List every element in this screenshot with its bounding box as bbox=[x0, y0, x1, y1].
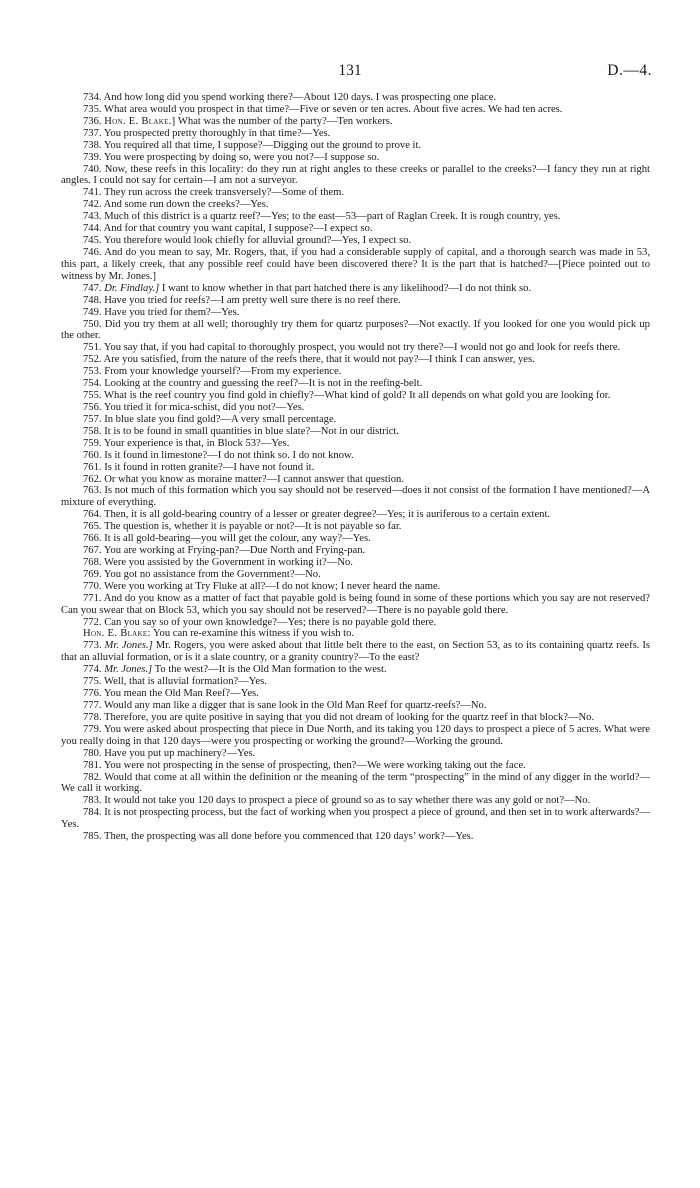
question-paragraph bbox=[61, 295, 650, 307]
question-number: 747. bbox=[83, 282, 102, 294]
question-number: 752. bbox=[83, 354, 102, 366]
question-text: I want to know whether in that part hatched there is any likelihood?—I do not think so. bbox=[159, 282, 532, 294]
question-number: 777. bbox=[83, 700, 102, 712]
question-paragraph bbox=[61, 223, 650, 235]
question-number: 756. bbox=[83, 401, 102, 413]
question-text: You can re-examine this witness if you wish to. bbox=[150, 628, 355, 640]
question-text: Is it found in limestone?—I do not think so. I do not know. bbox=[104, 449, 354, 461]
question-number: 751. bbox=[83, 342, 102, 354]
question-paragraph bbox=[61, 187, 650, 199]
question-text: Then, the prospecting was all done before you commenced that 120 days’ work?—Yes. bbox=[104, 831, 474, 843]
question-number: 763. bbox=[83, 485, 102, 497]
evidence-text bbox=[61, 92, 650, 843]
question-number: 737. bbox=[83, 127, 102, 139]
question-paragraph bbox=[61, 116, 650, 128]
question-text: And some run down the creeks?—Yes. bbox=[103, 199, 269, 211]
question-paragraph bbox=[61, 307, 650, 319]
speaker-name: Mr. Jones.] bbox=[104, 640, 153, 652]
question-paragraph bbox=[61, 581, 650, 593]
question-number: 769. bbox=[83, 568, 102, 580]
question-number: 735. bbox=[83, 103, 102, 115]
question-number: 783. bbox=[83, 795, 102, 807]
question-paragraph bbox=[61, 319, 650, 343]
question-paragraph bbox=[61, 628, 650, 640]
question-number: 774. bbox=[83, 664, 102, 676]
question-paragraph bbox=[61, 128, 650, 140]
question-text: It is not prospecting process, but the fact of working when you prospect a piece of ground, and then set in to work afterwards?—Yes. bbox=[61, 807, 650, 831]
question-text: The question is, whether it is payable or not?—It is not payable so far. bbox=[104, 521, 402, 533]
question-paragraph bbox=[61, 366, 650, 378]
question-number: 776. bbox=[83, 688, 102, 700]
question-paragraph bbox=[61, 664, 650, 676]
question-number: 772. bbox=[83, 616, 102, 628]
question-text: Your experience is that, in Block 53?—Yes. bbox=[103, 437, 290, 449]
question-text: Did you try them at all well; thoroughly try them for quartz purposes?—Not exactly. If you looked for one you would pick up the other. bbox=[61, 318, 650, 342]
question-text: You were asked about prospecting that piece in Due North, and its taking you 120 days to prospect a piece of 5 acres. What were you really doing in that 120 days—were you prospecting or working the ground?—Working the ground. bbox=[61, 723, 650, 747]
question-number: 784. bbox=[83, 807, 102, 819]
question-number: 741. bbox=[83, 187, 102, 199]
question-number: 782. bbox=[83, 771, 102, 783]
question-paragraph bbox=[61, 712, 650, 724]
question-paragraph bbox=[61, 640, 650, 664]
question-number: 745. bbox=[83, 235, 102, 247]
question-paragraph bbox=[61, 760, 650, 772]
question-text: And do you know as a matter of fact that payable gold is being found in some of these portions which you say are not reserved? Can you swear that on Block 53, which you say should not be reserved?—There is no payable gold there. bbox=[61, 592, 650, 616]
question-paragraph bbox=[61, 533, 650, 545]
question-text: You are working at Frying-pan?—Due North and Frying-pan. bbox=[103, 545, 366, 557]
question-text: And for that country you want capital, I suppose?—I expect so. bbox=[103, 223, 373, 235]
question-text: They run across the creek transversely?—Some of them. bbox=[104, 187, 345, 199]
question-number: 766. bbox=[83, 533, 102, 545]
question-paragraph bbox=[61, 378, 650, 390]
question-paragraph bbox=[61, 414, 650, 426]
question-number: 768. bbox=[83, 556, 102, 568]
question-paragraph bbox=[61, 509, 650, 521]
question-paragraph bbox=[61, 772, 650, 796]
question-number: 780. bbox=[83, 747, 102, 759]
question-paragraph bbox=[61, 211, 650, 223]
question-text: From your knowledge yourself?—From my experience. bbox=[104, 366, 342, 378]
question-paragraph bbox=[61, 199, 650, 211]
question-text: Is it found in rotten granite?—I have not found it. bbox=[104, 461, 315, 473]
question-number: 765. bbox=[83, 521, 102, 533]
question-text: Can you say so of your own knowledge?—Yes; there is no payable gold there. bbox=[104, 616, 437, 628]
question-paragraph bbox=[61, 521, 650, 533]
question-text: Much of this district is a quartz reef?—Yes; to the east—53—part of Raglan Creek. It is rough country, yes. bbox=[104, 211, 561, 223]
question-text: You tried it for mica-schist, did you not?—Yes. bbox=[103, 401, 305, 413]
question-text: Would any man like a digger that is sane look in the Old Man Reef for quartz-reefs?—No. bbox=[104, 700, 487, 712]
question-paragraph bbox=[61, 831, 650, 843]
page-number: 131 bbox=[338, 62, 362, 79]
question-paragraph bbox=[61, 247, 650, 283]
question-paragraph bbox=[61, 283, 650, 295]
question-text: Therefore, you are quite positive in saying that you did not dream of looking for the quartz reef in that block?—No. bbox=[104, 711, 595, 723]
question-text: You therefore would look chiefly for alluvial ground?—Yes, I expect so. bbox=[103, 235, 412, 247]
question-paragraph bbox=[61, 474, 650, 486]
question-number: 744. bbox=[83, 223, 102, 235]
question-paragraph bbox=[61, 164, 650, 188]
question-paragraph bbox=[61, 438, 650, 450]
question-paragraph bbox=[61, 152, 650, 164]
question-number: 760. bbox=[83, 449, 102, 461]
question-text: In blue slate you find gold?—A very small percentage. bbox=[104, 413, 337, 425]
question-text: What was the number of the party?—Ten workers. bbox=[175, 115, 393, 127]
question-paragraph bbox=[61, 795, 650, 807]
question-text: It would not take you 120 days to prospect a piece of ground so as to say whether there was any gold or not?—No. bbox=[104, 795, 591, 807]
question-text: Are you satisfied, from the nature of the reefs there, that it would not pay?—I think I can answer, yes. bbox=[103, 354, 535, 366]
question-paragraph bbox=[61, 557, 650, 569]
question-text: You were prospecting by doing so, were you not?—I suppose so. bbox=[103, 151, 380, 163]
question-number: 770. bbox=[83, 580, 102, 592]
question-number: 750. bbox=[83, 318, 102, 330]
question-paragraph bbox=[61, 593, 650, 617]
question-text: Were you working at Try Fluke at all?—I do not know; I never heard the name. bbox=[104, 580, 441, 592]
question-number: 738. bbox=[83, 139, 102, 151]
question-text: You prospected pretty thoroughly in that time?—Yes. bbox=[103, 127, 331, 139]
question-number: 746. bbox=[83, 246, 102, 258]
question-text: And do you mean to say, Mr. Rogers, that, if you had a considerable supply of capital, and a thorough search was made in 53, this part, a likely creek, that any possible reef could have been discovered there? It is the part that is hatched?—[Piece pointed out to witness by Mr. Jones.] bbox=[61, 246, 650, 282]
question-text: Mr. Rogers, you were asked about that little belt there to the east, on Section 53, as to its containing quartz reefs. Is that an alluvial formation, or is it a slate country, or a granity country?—To the east? bbox=[61, 640, 651, 664]
document-reference: D.—4. bbox=[607, 62, 652, 79]
question-paragraph bbox=[61, 569, 650, 581]
question-paragraph bbox=[61, 807, 650, 831]
page-header bbox=[0, 62, 700, 80]
question-number: 743. bbox=[83, 211, 102, 223]
question-text: What area would you prospect in that time?—Five or seven or ten acres. About five acres. We had ten acres. bbox=[104, 103, 563, 115]
question-text: You say that, if you had capital to thoroughly prospect, you would not try there?—I would not go and look for reefs there. bbox=[103, 342, 621, 354]
question-paragraph bbox=[61, 235, 650, 247]
question-text: You required all that time, I suppose?—Digging out the ground to prove it. bbox=[103, 139, 422, 151]
question-number: 785. bbox=[83, 831, 102, 843]
question-text: You got no assistance from the Government?—No. bbox=[103, 568, 321, 580]
question-number: 736. bbox=[83, 115, 102, 127]
question-number: 764. bbox=[83, 509, 102, 521]
question-paragraph bbox=[61, 402, 650, 414]
question-paragraph bbox=[61, 724, 650, 748]
question-text: And how long did you spend working there?—About 120 days. I was prospecting one place. bbox=[103, 92, 497, 103]
question-paragraph bbox=[61, 617, 650, 629]
question-paragraph bbox=[61, 354, 650, 366]
question-paragraph bbox=[61, 342, 650, 354]
question-paragraph bbox=[61, 104, 650, 116]
question-number: 779. bbox=[83, 723, 102, 735]
question-text: You mean the Old Man Reef?—Yes. bbox=[103, 688, 259, 700]
question-number: 754. bbox=[83, 378, 102, 390]
question-number: 742. bbox=[83, 199, 102, 211]
question-text: To the west?—It is the Old Man formation to the west. bbox=[152, 664, 387, 676]
question-paragraph bbox=[61, 688, 650, 700]
speaker-name: Hon. E. Blake.] bbox=[104, 115, 176, 127]
question-text: It is to be found in small quantities in blue slate?—Not in our district. bbox=[104, 425, 400, 437]
question-number: 734. bbox=[83, 92, 102, 103]
question-number: 758. bbox=[83, 425, 102, 437]
question-number: 759. bbox=[83, 437, 102, 449]
question-number: 739. bbox=[83, 151, 102, 163]
question-paragraph bbox=[61, 140, 650, 152]
question-text: You were not prospecting in the sense of prospecting, then?—We were working taking out the face. bbox=[103, 759, 526, 771]
question-text: Looking at the country and guessing the reef?—It is not in the reefing-belt. bbox=[104, 378, 423, 390]
speaker-name: Hon. E. Blake: bbox=[83, 628, 151, 640]
question-text: What is the reef country you find gold in chiefly?—What kind of gold? It all depends on what gold you are looking for. bbox=[104, 390, 611, 402]
question-paragraph bbox=[61, 700, 650, 712]
question-text: Have you tried for reefs?—I am pretty well sure there is no reef there. bbox=[104, 294, 401, 306]
question-number: 767. bbox=[83, 545, 102, 557]
question-text: Would that come at all within the definition or the meaning of the term “prospecting” in the mind of any digger in the world?—We call it working. bbox=[61, 771, 650, 795]
question-paragraph bbox=[61, 92, 650, 104]
question-paragraph bbox=[61, 426, 650, 438]
question-paragraph bbox=[61, 485, 650, 509]
question-text: Have you tried for them?—Yes. bbox=[104, 306, 240, 318]
question-text: Have you put up machinery?—Yes. bbox=[104, 747, 256, 759]
question-paragraph bbox=[61, 390, 650, 402]
question-number: 748. bbox=[83, 294, 102, 306]
speaker-name: Mr. Jones.] bbox=[104, 664, 153, 676]
question-number: 781. bbox=[83, 759, 102, 771]
question-number: 761. bbox=[83, 461, 102, 473]
question-number: 762. bbox=[83, 473, 102, 485]
question-paragraph bbox=[61, 462, 650, 474]
question-paragraph bbox=[61, 450, 650, 462]
question-paragraph bbox=[61, 748, 650, 760]
question-number: 771. bbox=[83, 592, 102, 604]
question-number: 757. bbox=[83, 413, 102, 425]
speaker-name: Dr. Findlay.] bbox=[104, 282, 160, 294]
question-number: 775. bbox=[83, 676, 102, 688]
question-number: 773. bbox=[83, 640, 102, 652]
question-text: It is all gold-bearing—you will get the colour, any way?—Yes. bbox=[104, 533, 371, 545]
question-paragraph bbox=[61, 676, 650, 688]
question-paragraph bbox=[61, 545, 650, 557]
question-number: 755. bbox=[83, 390, 102, 402]
question-text: Now, these reefs in this locality: do they run at right angles to these creeks or parallel to the creeks?—I fancy they run at right angles. I could not say for certain—I am not a surveyor. bbox=[61, 163, 650, 187]
question-text: Were you assisted by the Government in working it?—No. bbox=[104, 556, 353, 568]
question-text: Or what you know as moraine matter?—I cannot answer that question. bbox=[104, 473, 404, 485]
question-number: 749. bbox=[83, 306, 102, 318]
question-number: 740. bbox=[83, 163, 102, 175]
question-text: Well, that is alluvial formation?—Yes. bbox=[104, 676, 267, 688]
question-number: 753. bbox=[83, 366, 102, 378]
question-text: Then, it is all gold-bearing country of a lesser or greater degree?—Yes; it is auriferous to a certain extent. bbox=[104, 509, 551, 521]
question-number: 778. bbox=[83, 711, 102, 723]
question-text: Is not much of this formation which you say should not be reserved—does it not consist of the formation I have mentioned?—A mixture of everything. bbox=[61, 485, 650, 509]
